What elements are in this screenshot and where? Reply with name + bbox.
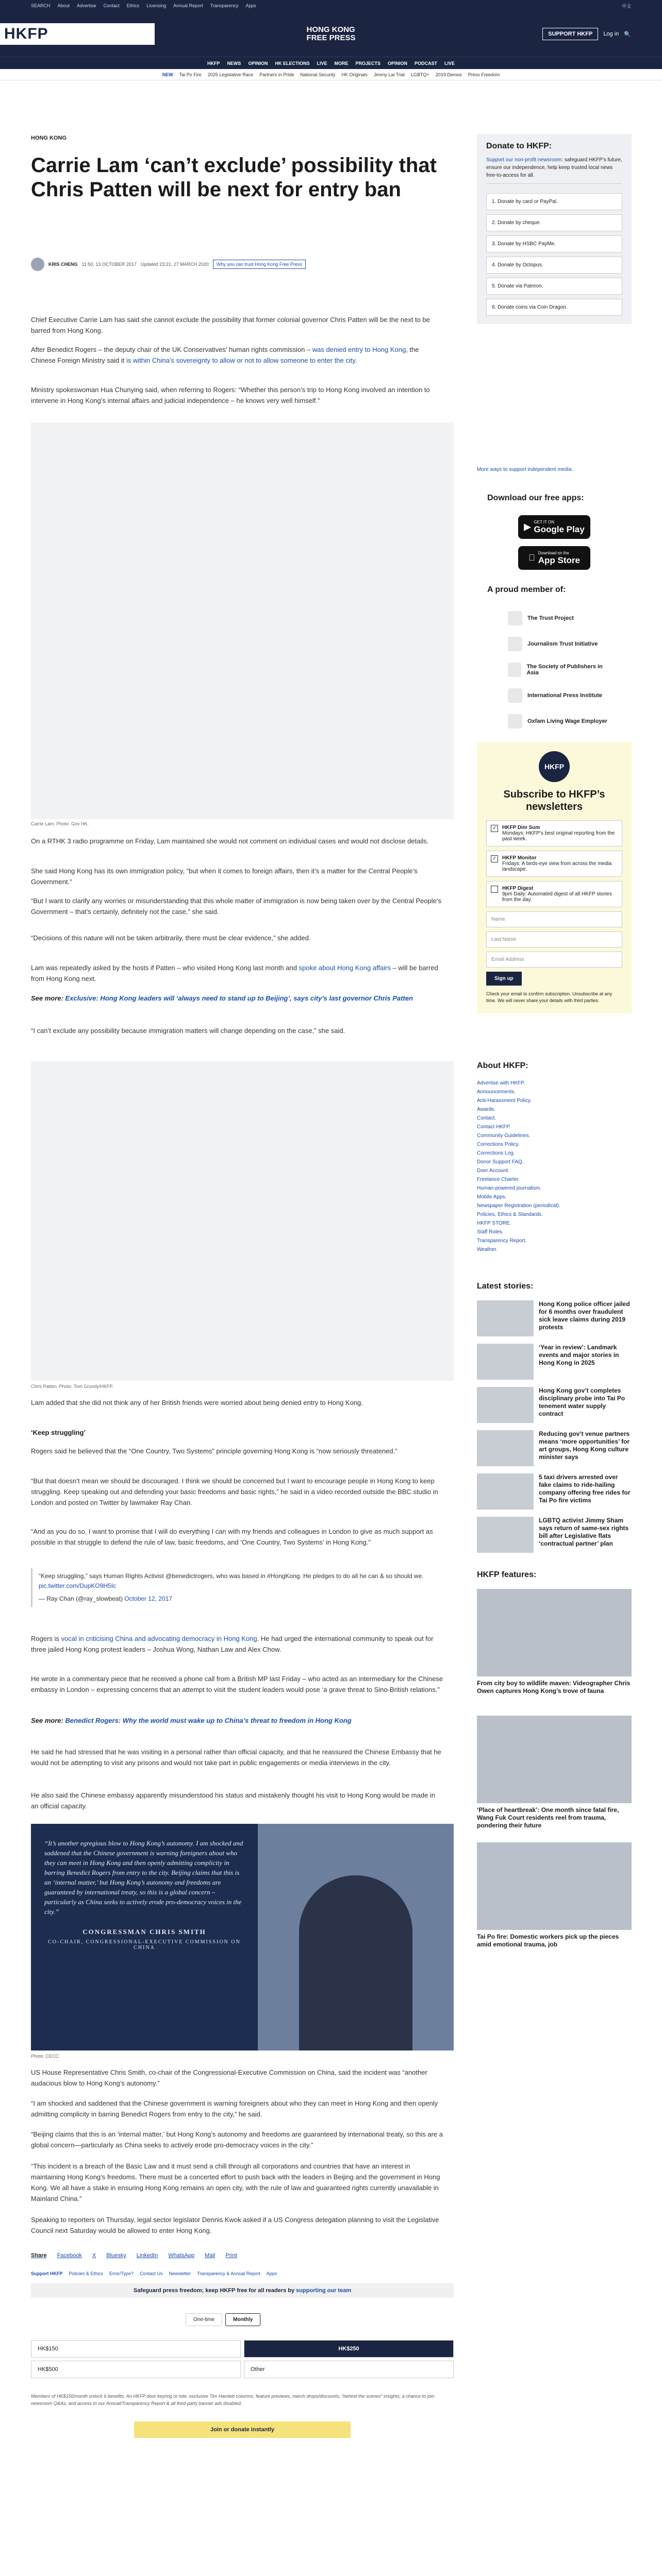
donate-intro-link[interactable]: Support our non-profit newsroom [486, 157, 562, 163]
amount-option[interactable]: HK$500 [31, 2361, 241, 2378]
paragraph: He wrote in a commentary piece that he received a phone call from a British MP last Friday – who acted as an intermediary for the Chinese embassy in London – expressing concerns that an attempt to visit the student leaders would pose ‘a grave threat to Sino-British relations.” [31, 1675, 443, 1693]
footer-link[interactable]: Error/Typo? [109, 2271, 134, 2276]
paragraph: “But that doesn’t mean we should be discouraged. I think we should be concerned but I want to encourage people in Hong Kong to keep struggling. Keep speaking out and defending your basic freedoms and basic rights,” he said in a video recorded outside the BBC studio in London and posted on Twitter by lawmaker Ray Chan. [31, 1477, 438, 1506]
about-link[interactable]: Policies, Ethics & Standards. [477, 1212, 543, 1217]
paragraph: Rogers is vocal in criticising China and advocating democracy in Hong Kong. He had urged the international community to speak out for three jailed Hong Kong protest leaders – Joshua Wong, Nathan Law and Alex Chow. [31, 1635, 434, 1653]
donate-option[interactable]: 1. Donate by card or PayPal. [486, 193, 622, 210]
ethics-link[interactable]: Ethics [126, 3, 140, 8]
donate-title: Donate to HKFP: [486, 142, 552, 150]
signup-button[interactable]: Sign up [486, 972, 522, 986]
updated-date: Updated 23:21, 27 MARCH 2020 [140, 262, 209, 267]
latest-story[interactable]: Hong Kong police officer jailed for 6 months over fraudulent sick leave claims during 2019 protests [477, 1300, 632, 1336]
footer-link[interactable]: Newsletter [169, 2271, 191, 2276]
apple-icon [528, 553, 535, 563]
share-bluesky[interactable]: Bluesky [106, 2252, 126, 2259]
checkbox-icon[interactable] [491, 886, 498, 893]
trust-link[interactable]: Why you can trust Hong Kong Free Press [213, 260, 306, 269]
contact-link[interactable]: Contact [103, 3, 120, 8]
feature-image [477, 1842, 632, 1930]
paragraph: Lam was repeatedly asked by the hosts if Patten – who visited Hong Kong last month and spoke about Hong Kong affairs – will be barred from Hong Kong next. [31, 964, 438, 982]
article-title: Carrie Lam ‘can’t exclude’ possibility that Chris Patten will be next for entry ban [31, 154, 437, 201]
photo-caption: Carrie Lam. Photo: Gov HK. [31, 821, 89, 826]
annual-report-link[interactable]: Annual Report [173, 3, 203, 8]
paragraph: “Decisions of this nature will not be taken arbitrarily, there must be clear evidence,” she added. [31, 934, 311, 942]
see-more: See more: Exclusive: Hong Kong leaders will ‘always need to stand up to Beijing’, says city’s last governor Chris Patten [31, 994, 413, 1002]
paragraph: Lam added that she did not think any of her British friends were worried about being denied entry to Hong Kong. [31, 1399, 363, 1406]
nav-item[interactable]: HKFP [207, 60, 220, 66]
nav-item[interactable]: PODCAST [415, 60, 438, 66]
chris-smith-quote-image [31, 1824, 454, 2050]
member-logo[interactable]: The Society of Publishers in Asia [508, 663, 611, 677]
latest-story[interactable]: LGBTQ activist Jimmy Sham says return of same-sex rights bill after Legislative flats ‘contractual partner’ plan [477, 1517, 632, 1553]
site-logo[interactable] [4, 25, 356, 42]
author-avatar [31, 258, 44, 271]
advertise-link[interactable]: Advertise [77, 3, 96, 8]
trending-link[interactable]: 2019 Demos [435, 72, 462, 77]
about-link[interactable]: Announcements. [477, 1089, 516, 1095]
byline [31, 258, 306, 271]
about-title: About HKFP: [477, 1061, 528, 1070]
amount-option[interactable]: HK$150 [31, 2340, 241, 2358]
member-logo[interactable]: The Trust Project [508, 611, 611, 625]
search-link[interactable]: SEARCH [31, 3, 51, 8]
about-link[interactable]: Mobile Apps. [477, 1194, 507, 1200]
paragraph: Speaking to reporters on Thursday, legal sector legislator Dennis Kwok asked if a US Congress delegation planning to visit the Legislative Council next Saturday would be allowed to enter Hong Kong. [31, 2216, 439, 2234]
subheading: ‘Keep struggling’ [31, 1429, 86, 1436]
about-link[interactable]: Contact HKFP. [477, 1124, 511, 1130]
one-time-option[interactable]: One-time [186, 2313, 222, 2326]
about-link[interactable]: Transparency Report. [477, 1238, 527, 1244]
support-link[interactable]: supporting our team [296, 2287, 352, 2294]
licensing-link[interactable]: Licensing [146, 3, 167, 8]
logo-mark: HKFP [0, 23, 155, 45]
paragraph: “But I want to clarify any worries or misunderstanding that this whole matter of immigration is now being taken over by the Central People’s Government – that’s certainly, definitely not the case,” she said. [31, 897, 442, 916]
chris-patten-photo [31, 1061, 454, 1381]
membership-note: Members of HK$150/month unlock 6 benefits. An HKFP door keyring or tote, exclusive Tim Hamlett columns, feature previews, merch drops/discounts, “behind the scenes” insights, a chance to join newsroom Q&As, and access to our Annual/Transparency Report & all third-party banner ads disabled. [31, 2394, 435, 2406]
member-logo[interactable]: Oxfam Living Wage Employer [508, 714, 611, 728]
photo-caption: Chris Patten. Photo: Tom Grundy/HKFP. [31, 1384, 113, 1389]
last-name-input[interactable]: Last Name [486, 931, 622, 947]
about-link[interactable]: Corrections Policy. [477, 1142, 520, 1147]
footer-link[interactable]: Contact Us [140, 2271, 163, 2276]
feature-image [477, 1716, 632, 1803]
share-bar [31, 2252, 237, 2259]
story-thumbnail [477, 1517, 534, 1553]
about-link[interactable]: Weather. [477, 1247, 498, 1252]
story-thumbnail [477, 1387, 534, 1423]
share-facebook[interactable]: Facebook [57, 2252, 82, 2259]
feature-story[interactable]: ‘Place of heartbreak’: One month since fatal fire, Wang Fuk Court residents reel from trauma, pondering their future [477, 1716, 632, 1829]
logo-line1: HONG KONG [306, 25, 355, 34]
oxfam-icon [508, 714, 522, 728]
see-more: See more: Benedict Rogers: Why the world must wake up to China’s threat to freedom in Hong Kong [31, 1717, 352, 1724]
trending-bar [0, 69, 662, 80]
ipi-icon [508, 688, 522, 703]
see-more-link[interactable]: Benedict Rogers: Why the world must wake up to China’s threat to freedom in Hong Kong [65, 1717, 352, 1724]
paragraph: Rogers said he believed that the “One Country, Two Systems” principle governing Hong Kong is “now seriously threatened.” [31, 1447, 398, 1455]
app-store-button[interactable]: Download on the App Store [518, 546, 590, 570]
jti-icon [508, 637, 522, 651]
login-link[interactable]: Log in [603, 31, 619, 37]
join-button[interactable]: Join or donate instantly [134, 2421, 351, 2438]
tweet-date-link[interactable]: October 12, 2017 [124, 1595, 172, 1602]
share-print[interactable]: Print [225, 2252, 237, 2259]
about-link[interactable]: Doer Account. [477, 1168, 509, 1174]
inline-link[interactable]: is within China’s sovereignty to allow or not to allow someone to enter the city [126, 357, 355, 364]
story-thumbnail [477, 1430, 534, 1466]
trending-link[interactable]: HK Originals [341, 72, 368, 77]
member-title: A proud member of: [487, 585, 566, 594]
paragraph: He said he had stressed that he was visiting in a personal rather than official capacity, and that he reassured the Chinese Embassy that he would not be attempting to visit any prisons and would not take part in public engagements or media interviews in the city. [31, 1748, 441, 1767]
latest-story[interactable]: Reducing gov’t venue partners means ‘more opportunities’ for art groups, Hong Kong culture minister says [477, 1430, 632, 1466]
paragraph: After Benedict Rogers – the deputy chair of the UK Conservatives’ human rights commission – was denied entry to Hong Kong, the Chinese Foreign Ministry said it is within China’s sovereignty to allow or not to allow someone to enter the city. [31, 346, 419, 364]
paragraph: Chief Executive Carrie Lam has said she cannot exclude the possibility that former colonial governor Chris Patten will be the next to be barred from Hong Kong. [31, 316, 430, 334]
main-nav [0, 57, 662, 69]
donate-option[interactable]: 4. Donate by Octopus. [486, 257, 622, 274]
publish-date: 11:50, 13 OCTOBER 2017 [81, 262, 137, 267]
paragraph: “I can’t exclude any possibility because immigration matters will change depending on the case,” she said. [31, 1027, 345, 1035]
donate-box: Donate to HKFP: Support our non-profit newsroom: safeguard HKFP’s future, ensure our independence, help keep trusted local news free-to-access for all. 1. Donate by card or PayPal. 2. Donate by cheque. 3. Donate by HSBC PayMe. 4. Donate by Octopus. 5. Donate via Patreon. 6. Donate coins via Coin Dragon. [477, 134, 632, 324]
about-link[interactable]: Freelance Charter. [477, 1177, 520, 1182]
support-button[interactable]: SUPPORT HKFP [542, 28, 598, 40]
about-link[interactable]: Donor Support FAQ. [477, 1159, 524, 1165]
donate-option[interactable]: 5. Donate via Patreon. [486, 278, 622, 295]
checkbox-icon[interactable]: ✓ [491, 855, 498, 862]
about-link[interactable]: Anti-Harassment Policy. [477, 1098, 532, 1104]
about-link[interactable]: Staff Roles. [477, 1229, 504, 1235]
nav-item[interactable]: NEWS [227, 60, 241, 66]
newsletter-option[interactable]: ✓ HKFP Dim Sum Mondays: HKFP’s best original reporting from the past week. [486, 820, 622, 846]
share-label: Share [31, 2252, 47, 2259]
about-link[interactable]: Corrections Log. [477, 1150, 515, 1156]
nav-item[interactable]: MORE [334, 60, 349, 66]
footer-link[interactable]: Policies & Ethics [69, 2271, 104, 2276]
amount-grid [31, 2340, 454, 2378]
features-title: HKFP features: [477, 1570, 537, 1579]
about-link[interactable]: Human-powered journalism. [477, 1185, 542, 1191]
apps-link[interactable]: Apps [245, 3, 256, 8]
transparency-link[interactable]: Transparency [210, 3, 239, 8]
tweet-text: “Keep struggling,” says Human Rights Activist @benedictrogers, who was based in #HongKong. He pledges to do all he can & so should we. [39, 1572, 424, 1580]
trending-link[interactable]: 2025 Legislative Race [207, 72, 254, 77]
trending-link[interactable]: National Security [300, 72, 336, 77]
paragraph: US House Representative Chris Smith, co-chair of the Congressional-Executive Commission on China, said the incident was “another audacious blow to Hong Kong’s autonomy.” [31, 2069, 427, 2087]
trending-link[interactable]: LGBTQ+ [410, 72, 429, 77]
trending-link[interactable]: Partners in Pride [259, 72, 294, 77]
footer-link[interactable]: Transparency & Annual Report [197, 2271, 260, 2276]
sopa-icon [508, 663, 521, 677]
monthly-option[interactable]: Monthly [225, 2313, 260, 2326]
google-play-button[interactable]: ▶ GET IT ON Google Play [518, 515, 590, 539]
masthead [0, 11, 662, 57]
footer-link[interactable]: Support HKFP [31, 2271, 63, 2276]
quote-title: CO-CHAIR, CONGRESSIONAL-EXECUTIVE COMMISSION ON CHINA [48, 1939, 241, 1951]
nav-item[interactable]: OPINION [388, 60, 408, 66]
latest-story[interactable]: ‘Year in review’: Landmark events and major stories in Hong Kong in 2025 [477, 1344, 632, 1380]
hkfp-badge: HKFP [539, 751, 570, 782]
about-link[interactable]: Contact. [477, 1115, 496, 1121]
about-link[interactable]: About [57, 3, 70, 8]
paragraph: “I am shocked and saddened that the Chinese government is warning foreigners about who they can meet in Hong Kong and then openly admitting complicity in barring Benedict Rogers from entry to the city,” he said. [31, 2099, 438, 2118]
newsletter-title: Subscribe to HKFP’s newsletters [503, 789, 605, 812]
inline-link[interactable]: spoke about Hong Kong affairs [299, 964, 391, 972]
story-thumbnail [477, 1344, 534, 1380]
carrie-lam-photo [31, 422, 454, 819]
email-input[interactable]: Email Address [486, 952, 622, 968]
trending-link[interactable]: Jimmy Lai Trial [373, 72, 405, 77]
author-name[interactable]: KRIS CHENG [48, 262, 78, 267]
newsletter-option[interactable]: ✓ HKFP Monitor Fridays: A birds-eye view from across the media landscape. [486, 851, 622, 877]
share-linkedin[interactable]: LinkedIn [136, 2252, 158, 2259]
donate-option[interactable]: 3. Donate by HSBC PayMe. [486, 235, 622, 252]
nav-item[interactable]: PROJECTS [355, 60, 380, 66]
share-x[interactable]: X [92, 2252, 96, 2259]
story-thumbnail [477, 1473, 534, 1510]
share-mail[interactable]: Mail [205, 2252, 216, 2259]
member-logo[interactable]: Journalism Trust Initiative [508, 637, 611, 651]
about-link[interactable]: Advertise with HKFP. [477, 1080, 525, 1086]
more-ways-link[interactable]: More ways to support independent media. [477, 467, 573, 472]
see-more-link[interactable]: Exclusive: Hong Kong leaders will ‘always need to stand up to Beijing’, says city’s last governor Chris Patten [65, 994, 413, 1002]
language-link[interactable]: 中文 [621, 3, 631, 9]
about-link[interactable]: Awards. [477, 1107, 495, 1112]
quote-text: “It’s another egregious blow to Hong Kong’s autonomy. I am shocked and saddened that the Chinese government is warning foreigners about who they can meet in Hong Kong and then openly admitting complicity in barring Benedict Rogers from entry to the city. Beijing claims that this is an ‘internal matter,’ but Hong Kong’s autonomy and freedoms are guaranteed by international treaty, so this is a global concern – particularly as China seeks to actively erode pro-democracy voices in the city.” [44, 1839, 243, 1916]
nav-item[interactable]: LIVE [317, 60, 327, 66]
trending-link[interactable]: Press Freedom [468, 72, 500, 77]
latest-story[interactable]: Hong Kong gov’t completes disciplinary probe into Tai Po tenement water supply contract [477, 1387, 632, 1423]
tweet-author: — Ray Chan (@ray_slowbeat) [39, 1595, 123, 1602]
support-banner: Safeguard press freedom; keep HKFP free for all readers by supporting our team [31, 2283, 454, 2298]
frequency-toggle [186, 2313, 260, 2326]
member-logo[interactable]: International Press Institute [508, 688, 611, 703]
paragraph: “This incident is a breach of the Basic Law and it must send a chill through all corporations and countries that have an interest in maintaining Hong Kong’s freedoms. There must be a concerted effort to push back with the leaders in Beijing and the government in Hong Kong. We all have a stake in ensuring Hong Kong remains an open city, with the rule of law and guaranteed rights currently unavailable in Mainland China.” [31, 2162, 440, 2202]
paragraph: She said Hong Kong has its own immigration policy, “but when it comes to foreign affairs, then it’s a matter for the Central People’s Government.” [31, 867, 418, 886]
nav-item[interactable]: LIVE [444, 60, 455, 66]
paragraph: “Beijing claims that this is an ‘internal matter,’ but Hong Kong’s autonomy and freedoms are guaranteed by international treaty, so this are a global concern—particularly as China seeks to actively erode pro-democracy voices in the city.” [31, 2130, 443, 2149]
paragraph: Ministry spokeswoman Hua Chunying said, when referring to Rogers: “Whether this person’s trip to Hong Kong involved an intention to intervene in Hong Kong’s internal affairs and judicial independence – he knows very well himself.” [31, 386, 430, 404]
trending-link[interactable]: Tai Po Fire [179, 72, 202, 77]
donate-option[interactable]: 2. Donate by cheque. [486, 214, 622, 231]
share-whatsapp[interactable]: WhatsApp [168, 2252, 195, 2259]
search-icon[interactable]: 🔍 [624, 31, 631, 38]
newsletter-option[interactable]: HKFP Digest 9pm Daily: Automated digest of all HKFP stories from the day. [486, 881, 622, 907]
photo-caption: Photo: CECC. [31, 2054, 60, 2059]
donate-option[interactable]: 6. Donate coins via Coin Dragon. [486, 299, 622, 316]
about-links [477, 1079, 632, 1254]
portrait [258, 1824, 454, 2050]
nav-item[interactable]: OPINION [248, 60, 268, 66]
amount-option-selected[interactable]: HK$250 [244, 2340, 454, 2358]
trust-project-icon [508, 611, 522, 625]
about-link[interactable]: Community Guidelines. [477, 1133, 531, 1139]
top-utility-bar [0, 0, 662, 11]
new-badge: NEW [162, 72, 173, 77]
inline-link[interactable]: vocal in criticising China and advocating democracy in Hong Kong [61, 1635, 257, 1642]
latest-story[interactable]: 5 taxi drivers arrested over fake claims to ride-hailing company offering free rides for Tai Po fire victims [477, 1473, 632, 1510]
latest-title: Latest stories: [477, 1282, 534, 1291]
article-category[interactable]: HONG KONG [31, 135, 67, 141]
inline-link[interactable]: was denied entry to Hong Kong [312, 346, 406, 353]
newsletter-box [477, 742, 632, 1013]
about-link[interactable]: Newspaper Registration (periodical). [477, 1203, 560, 1209]
feature-story[interactable]: From city boy to wildlife maven: Videographer Chris Owen captures Hong Kong’s trove of fauna [477, 1589, 632, 1695]
story-thumbnail [477, 1300, 534, 1336]
play-icon: ▶ [524, 522, 531, 532]
first-name-input[interactable]: Name [486, 911, 622, 927]
checkbox-icon[interactable]: ✓ [491, 825, 498, 832]
paragraph: “And as you do so, I want to promise that I will do everything I can with my friends and colleagues in London to give as much support as possible in that struggle to defend the rule of law, basic freedoms, and ‘One Country, Two Systems’ in Hong Kong.” [31, 1528, 433, 1546]
logo-line2: FREE PRESS [306, 33, 356, 42]
nav-item[interactable]: HK ELECTIONS [275, 60, 310, 66]
apps-title: Download our free apps: [487, 494, 584, 502]
feature-image [477, 1589, 632, 1676]
feature-story[interactable]: Tai Po fire: Domestic workers pick up the pieces amid emotional trauma, job [477, 1842, 632, 1948]
paragraph: On a RTHK 3 radio programme on Friday, Lam maintained she would not comment on individual cases and would not disclose details. [31, 837, 429, 845]
embedded-tweet [31, 1568, 443, 1607]
about-link[interactable]: HKFP STORE. [477, 1221, 511, 1226]
amount-option-other[interactable]: Other [244, 2361, 454, 2378]
newsletter-note: Check your email to confirm subscription. Unsubscribe at any time. We will never share your details with third parties. [486, 991, 613, 1003]
footer-link[interactable]: Apps [266, 2271, 277, 2276]
paragraph: He also said the Chinese embassy apparently misunderstood his status and mistakenly thought his visit to Hong Kong would be made in an official capacity. [31, 1791, 436, 1810]
quote-name: CONGRESSMAN CHRIS SMITH [82, 1928, 206, 1936]
article-footer-links [31, 2271, 277, 2276]
tweet-pic-link[interactable]: pic.twitter.com/DupKO9H5Ic [39, 1582, 117, 1589]
